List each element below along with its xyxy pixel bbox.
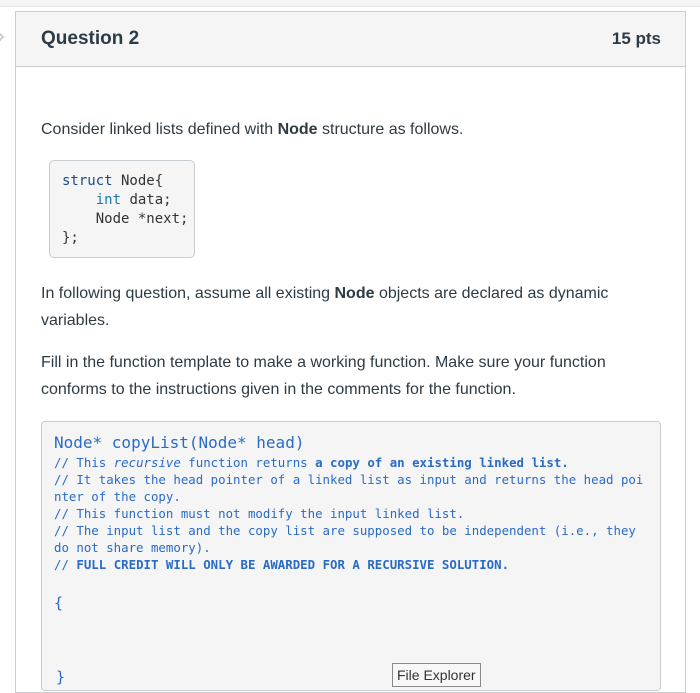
instruction-text: Fill in the function template to make a working function. Make sure your function conforms to the instructions given in the comments for the function.	[41, 354, 606, 398]
question-title: Question 2	[41, 28, 140, 49]
collapse-arrow-icon[interactable]	[0, 26, 8, 48]
node-bold: Node	[277, 121, 318, 138]
browser-top-strip	[0, 0, 700, 7]
assumption-text: In following question, assume all existing Node objects are declared as dynamic variables.	[41, 285, 609, 329]
question-points: 15 pts	[611, 29, 661, 48]
intro-text: Consider linked lists defined with Node structure as follows.	[41, 121, 464, 138]
question-header	[16, 12, 685, 67]
comment-line-2: // It takes the head pointer of a linked list as input and returns the head pointer of the copy.	[54, 472, 644, 504]
file-explorer-button[interactable]: File Explorer	[392, 663, 481, 687]
function-signature: Node* copyList(Node* head)	[54, 433, 305, 452]
struct-code-block: struct Node{ int data; Node *next; };	[49, 160, 195, 258]
answer-code-editor[interactable]	[41, 421, 661, 691]
comment-line-5: // FULL CREDIT WILL ONLY BE AWARDED FOR A RECURSIVE SOLUTION.	[54, 557, 510, 572]
node-bold-2: Node	[334, 285, 375, 302]
question-card	[15, 11, 686, 693]
comment-line-3: // This function must not modify the input linked list.	[54, 506, 465, 521]
open-brace: {	[54, 594, 64, 612]
close-brace: }	[56, 668, 66, 686]
comment-line-1: // This recursive function returns a copy of an existing linked list.	[54, 455, 569, 470]
comment-line-4: // The input list and the copy list are supposed to be independent (i.e., they do not share memory).	[54, 523, 644, 555]
